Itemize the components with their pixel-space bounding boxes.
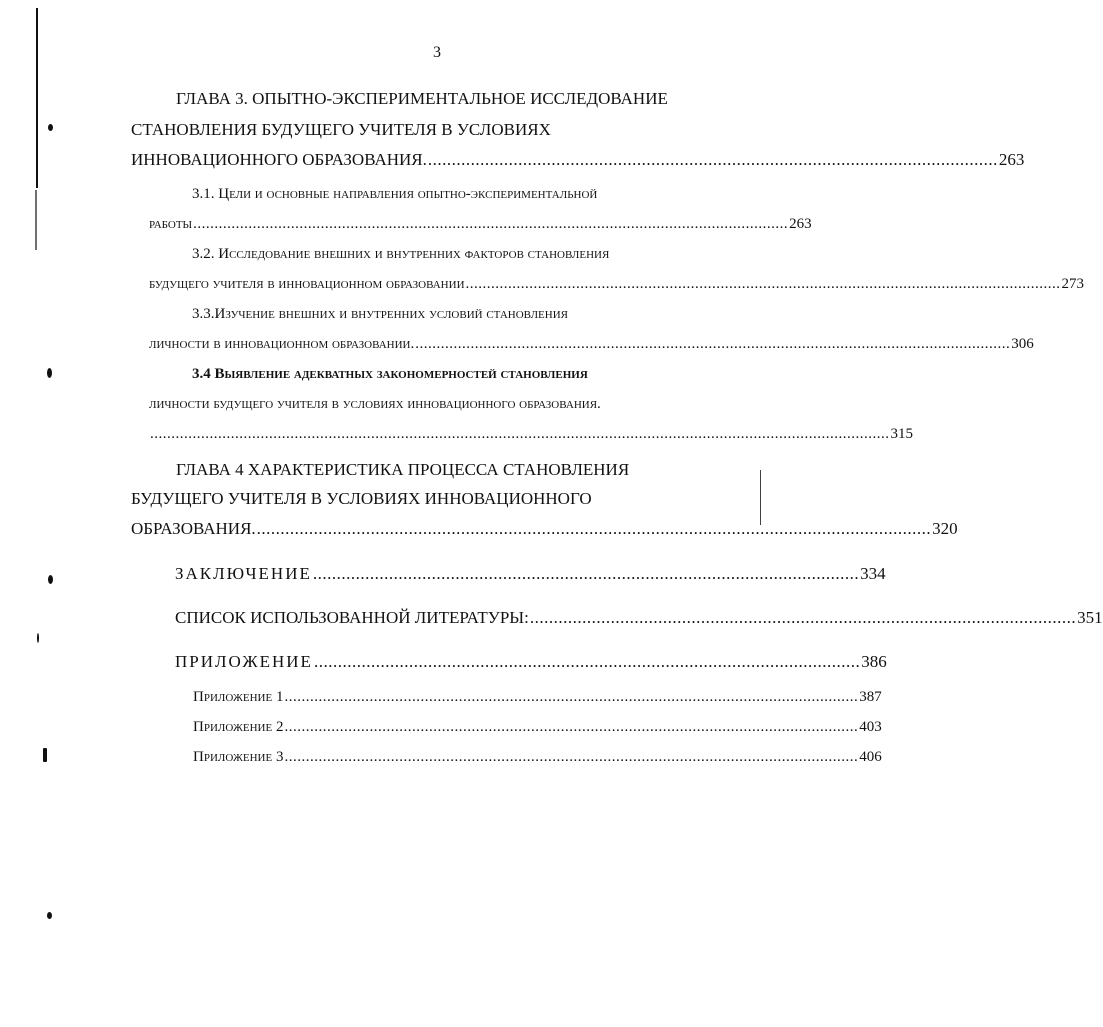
chapter4-title-line2: БУДУЩЕГО УЧИТЕЛЯ В УСЛОВИЯХ ИННОВАЦИОННОГО (131, 489, 592, 508)
toc-entry-references[interactable] (175, 608, 1103, 627)
appendix-title: ПРИЛОЖЕНИЕ (175, 652, 313, 671)
page-ref: 320 (932, 519, 958, 538)
section-3-3-line2: личности в инновационном образовании. (149, 336, 415, 352)
page-ref: 334 (860, 564, 886, 583)
section-3-2-line2: будущего учителя в инновационном образовании (149, 276, 465, 292)
section-3-1-line1: 3.1. Цели и основные направления опытно-экспериментальной (192, 186, 598, 202)
page-number: 3 (433, 44, 441, 61)
dot-leader: ................................................................................................................... (312, 564, 860, 583)
page-ref: 306 (1011, 336, 1034, 352)
toc-entry-appendix-3[interactable] (193, 749, 882, 765)
toc-entry-section-3-2[interactable] (149, 276, 1085, 292)
dot-leader: ................................................................................................................... (529, 608, 1077, 627)
page-ref: 263 (789, 216, 812, 232)
toc-entry-appendix-2[interactable] (193, 719, 882, 735)
section-3-4-line1: 3.4 Выявление адекватных закономерностей становления (192, 366, 588, 382)
dot-leader: .............................................................................................................................................. (256, 519, 932, 538)
page-ref: 403 (859, 719, 882, 735)
dot-leader: ........................................................................................................................ (427, 150, 998, 169)
section-3-2-line1: 3.2. Исследование внешних и внутренних факторов становления (192, 246, 610, 262)
chapter3-title-line3: ИННОВАЦИОННОГО ОБРАЗОВАНИЯ. (131, 150, 427, 169)
section-3-4-line2: личности будущего учителя в условиях инновационного образования. (149, 396, 601, 412)
page-ref: 273 (1061, 276, 1085, 292)
appendix-item-label: Приложение 3 (193, 749, 284, 765)
toc-entry-section-3-3[interactable] (149, 336, 1034, 352)
page-ref: 406 (859, 749, 882, 765)
scan-speck (48, 124, 53, 131)
toc-entry-conclusion[interactable] (175, 564, 886, 583)
scan-speck (47, 912, 52, 919)
dot-leader: ............................................................................................................................................ (415, 336, 1011, 352)
dot-leader: ....................................................................................................................................... (284, 719, 859, 735)
scan-margin-line (35, 190, 37, 250)
chapter3-title-line1: ГЛАВА 3. ОПЫТНО-ЭКСПЕРИМЕНТАЛЬНОЕ ИССЛЕДОВАНИЕ (176, 89, 668, 108)
dot-leader: ............................................................................................................................................ (193, 216, 789, 232)
toc-entry-chapter3[interactable] (131, 150, 1025, 169)
references-title: СПИСОК ИСПОЛЬЗОВАННОЙ ЛИТЕРАТУРЫ: (175, 608, 529, 627)
toc-entry-appendix[interactable] (175, 652, 887, 671)
section-3-3-line1: 3.3.Изучение внешних и внутренних условий становления (192, 306, 568, 322)
scan-speck (47, 368, 52, 378)
toc-entry-chapter4[interactable] (131, 519, 958, 538)
chapter3-title-line2: СТАНОВЛЕНИЯ БУДУЩЕГО УЧИТЕЛЯ В УСЛОВИЯХ (131, 120, 551, 139)
scan-margin-line (36, 8, 38, 188)
scan-speck (43, 748, 47, 762)
chapter4-title-line1: ГЛАВА 4 ХАРАКТЕРИСТИКА ПРОЦЕССА СТАНОВЛЕНИЯ (176, 460, 630, 479)
scan-speck (48, 575, 53, 584)
appendix-item-label: Приложение 2 (193, 719, 284, 735)
toc-entry-section-3-4[interactable] (149, 426, 913, 442)
dot-leader: ....................................................................................................................................... (284, 689, 859, 705)
dot-leader: ............................................................................................................................................ (465, 276, 1061, 292)
dot-leader: ................................................................................................................... (313, 652, 861, 671)
page-ref: 351 (1077, 608, 1103, 627)
toc-entry-section-3-1[interactable] (149, 216, 812, 232)
toc-entry-appendix-1[interactable] (193, 689, 882, 705)
scan-speck (37, 633, 39, 643)
page-ref: 386 (861, 652, 887, 671)
page-ref: 387 (859, 689, 882, 705)
dot-leader: ....................................................................................................................................... (284, 749, 859, 765)
scan-right-line (760, 470, 761, 525)
conclusion-title: ЗАКЛЮЧЕНИЕ (175, 564, 312, 583)
chapter4-title-line3: ОБРАЗОВАНИЯ. (131, 519, 256, 538)
section-3-1-line2: работы (149, 216, 193, 232)
appendix-item-label: Приложение 1 (193, 689, 284, 705)
page-ref: 315 (890, 426, 913, 442)
dot-leader: .............................................................................................................................................................................. (150, 426, 890, 442)
page-ref: 263 (998, 150, 1025, 169)
